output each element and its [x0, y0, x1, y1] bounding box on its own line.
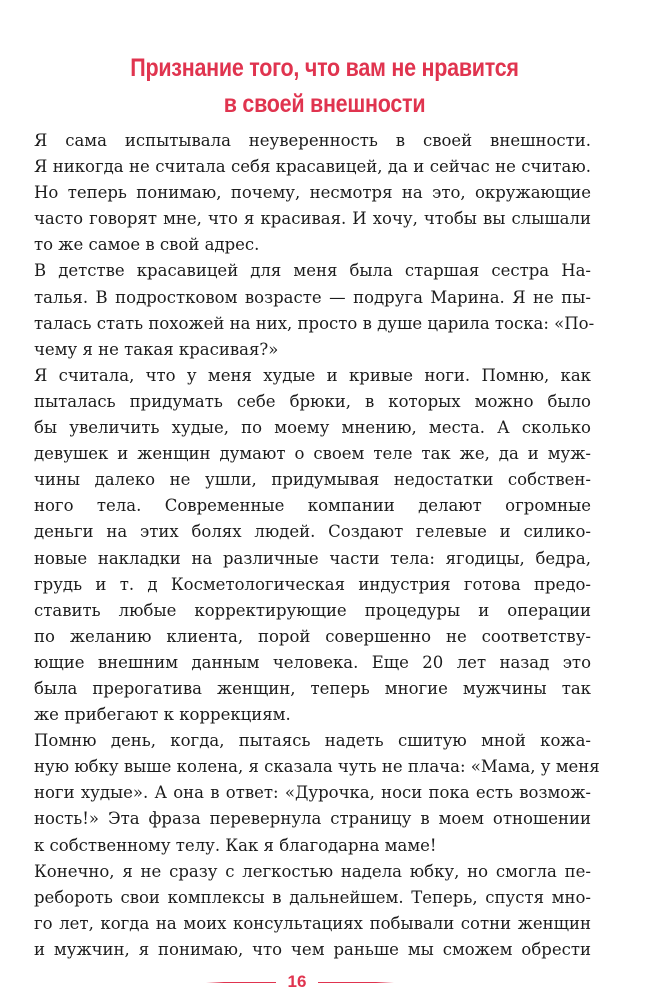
section-heading	[40, 50, 609, 122]
text-line: ную юбку выше колена, я сказала чуть не плача: «Мама, у меня	[34, 757, 600, 777]
text-line: Я никогда не считала себя красавицей, да и сейчас не считаю.	[34, 157, 591, 177]
text-line: ность!» Эта фраза перевернула страницу в моем отношении	[34, 809, 591, 829]
page-footer	[0, 970, 649, 994]
paragraph-5	[34, 859, 591, 963]
paragraph-1	[34, 128, 591, 258]
text-line: ставить любые корректирующие процедуры и операции	[34, 600, 591, 620]
text-line: грудь и т. д Косметологическая индустрия готова предо-	[34, 574, 591, 594]
text-line: В детстве красавицей для меня была старшая сестра На-	[34, 261, 591, 281]
page-number: 16	[287, 972, 307, 991]
text-line: чему я не такая красивая?»	[34, 339, 279, 359]
text-line: и мужчин, я понимаю, что чем раньше мы сможем обрести	[34, 939, 591, 959]
text-line: часто говорят мне, что я красивая. И хочу, чтобы вы слышали	[34, 209, 591, 229]
text-line: деньги на этих болях людей. Создают гелевые и силико-	[34, 522, 591, 542]
text-line: Помню день, когда, пытаясь надеть сшитую мной кожа-	[34, 731, 591, 751]
text-line: ного тела. Современные компании делают огромные	[34, 496, 591, 516]
text-line: бы увеличить худые, по моему мнению, места. А сколько	[34, 418, 591, 438]
paragraph-4	[34, 728, 600, 858]
text-line: чины далеко не ушли, придумывая недостатки собствен-	[34, 470, 591, 490]
text-line: талья. В подростковом возрасте — подруга Марина. Я не пы-	[34, 287, 591, 307]
text-line: ноги худые». А она в ответ: «Дурочка, носи пока есть возмож-	[34, 783, 591, 803]
text-line: к собственному телу. Как я благодарна маме!	[34, 835, 437, 855]
section-heading-line-2: в своей внешности	[223, 90, 426, 118]
text-line: Я считала, что у меня худые и кривые ноги. Помню, как	[34, 365, 591, 385]
section-heading-line-1: Признание того, что вам не нравится	[130, 54, 519, 82]
text-line: ющие внешним данным человека. Еще 20 лет назад это	[34, 652, 591, 672]
footer-rule-right	[318, 982, 376, 983]
text-line: Но теперь понимаю, почему, несмотря на это, окружающие	[34, 183, 591, 203]
text-line: то же самое в свой адрес.	[34, 235, 260, 255]
paragraph-2	[34, 258, 595, 362]
text-line: девушек и женщин думают о своем теле так же, да и муж-	[34, 444, 591, 464]
text-line: новые накладки на различные части тела: ягодицы, бедра,	[34, 548, 591, 568]
text-line: была прерогатива женщин, теперь многие мужчины так	[34, 678, 591, 698]
text-line: пыталась придумать себе брюки, в которых можно было	[34, 391, 591, 411]
text-line: талась стать похожей на них, просто в душе царила тоска: «По-	[34, 313, 595, 333]
text-line: го лет, когда на моих консультациях побывали сотни женщин	[34, 913, 591, 933]
text-line: Конечно, я не сразу с легкостью надела юбку, но смогла пе-	[34, 861, 591, 881]
footer-rule-left	[224, 982, 276, 983]
paragraph-3	[34, 363, 591, 728]
text-line: же прибегают к коррекциям.	[34, 705, 291, 725]
body-text	[34, 128, 600, 963]
text-line: Я сама испытывала неуверенность в своей внешности.	[34, 131, 591, 150]
text-line: по желанию клиента, порой совершенно не соответству-	[34, 626, 591, 646]
text-line: ребороть свои комплексы в дальнейшем. Теперь, спустя мно-	[34, 887, 591, 907]
